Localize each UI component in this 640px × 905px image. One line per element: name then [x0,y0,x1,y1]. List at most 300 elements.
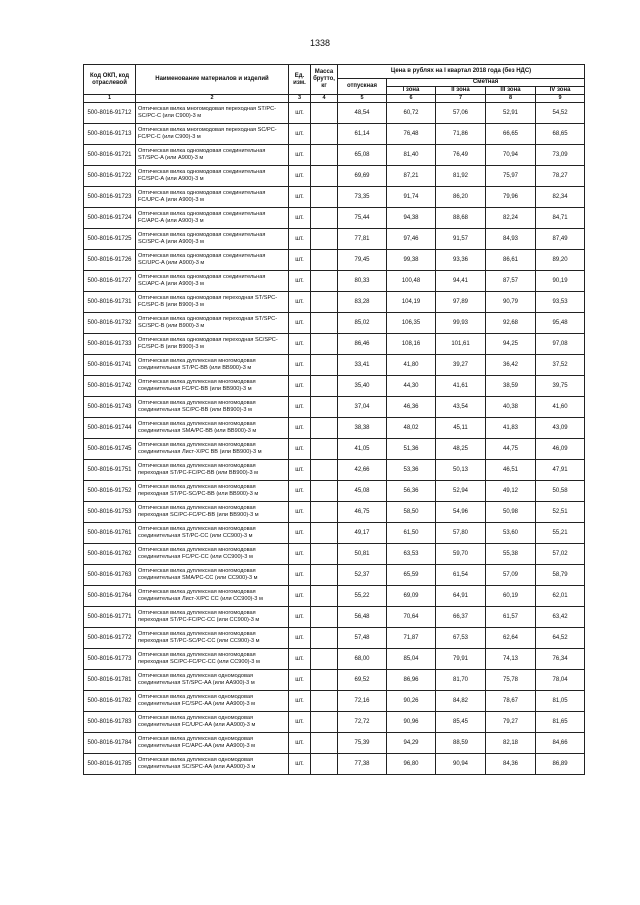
row-zone4-price: 95,48 [536,313,585,334]
row-release-price: 65,08 [338,145,387,166]
header-unit: Ед. изм. [289,65,311,95]
row-unit: шт. [289,250,311,271]
row-zone2-price: 50,13 [436,460,486,481]
table-row [84,397,585,418]
row-zone3-price: 84,93 [486,229,536,250]
row-code: 500-8016-91781 [84,670,136,691]
column-number: 8 [486,95,536,103]
row-zone4-price: 97,08 [536,334,585,355]
row-unit: шт. [289,313,311,334]
row-name: Оптическая вилка одномодовая соединительная ST/SPC-A (или A900)-3 м [136,145,289,166]
row-zone2-price: 84,82 [436,691,486,712]
row-zone2-price: 81,70 [436,670,486,691]
table-row [84,334,585,355]
row-name: Оптическая вилка дуплексная многомодовая переходная ST/PC-SC/PC-CC (или CC900)-3 м [136,628,289,649]
row-mass [311,649,338,670]
row-zone2-price: 85,45 [436,712,486,733]
row-zone2-price: 81,92 [436,166,486,187]
row-zone1-price: 46,36 [387,397,436,418]
table-row [84,670,585,691]
row-zone4-price: 93,53 [536,292,585,313]
row-name: Оптическая вилка дуплексная многомодовая соединительная SMA/PC-CC (или CC900)-3 м [136,565,289,586]
row-code: 500-8016-91712 [84,103,136,124]
row-mass [311,733,338,754]
row-zone3-price: 82,18 [486,733,536,754]
row-unit: шт. [289,187,311,208]
row-name: Оптическая вилка одномодовая соединительная FC/SPC-A (или A900)-3 м [136,166,289,187]
row-zone1-price: 65,59 [387,565,436,586]
row-name: Оптическая вилка дуплексная многомодовая соединительная Лист-X/PC BB (или BB900)-3 м [136,439,289,460]
row-mass [311,712,338,733]
row-name: Оптическая вилка дуплексная многомодовая соединительная Лист-X/PC CC (или CC900)-3 м [136,586,289,607]
row-code: 500-8016-91722 [84,166,136,187]
row-zone2-price: 45,11 [436,418,486,439]
row-zone3-price: 79,96 [486,187,536,208]
row-zone1-price: 94,38 [387,208,436,229]
row-mass [311,271,338,292]
column-number-row [84,95,585,103]
row-zone4-price: 87,49 [536,229,585,250]
row-code: 500-8016-91731 [84,292,136,313]
row-zone3-price: 74,13 [486,649,536,670]
row-zone1-price: 104,19 [387,292,436,313]
row-zone2-price: 59,70 [436,544,486,565]
row-zone1-price: 100,48 [387,271,436,292]
row-name: Оптическая вилка одномодовая соединительная SC/UPC-A (или A900)-3 м [136,250,289,271]
row-name: Оптическая вилка дуплексная многомодовая переходная ST/PC-SC/PC-BB (или BB900)-3 м [136,481,289,502]
row-unit: шт. [289,460,311,481]
table-row [84,544,585,565]
header-zone4: IV зона [536,87,585,95]
row-zone1-price: 97,46 [387,229,436,250]
row-mass [311,439,338,460]
header-name: Наименование материалов и изделий [136,65,289,95]
row-zone1-price: 61,50 [387,523,436,544]
row-zone4-price: 84,71 [536,208,585,229]
row-name: Оптическая вилка дуплексная многомодовая соединительная FC/PC-BB (или BB900)-3 м [136,376,289,397]
row-name: Оптическая вилка одномодовая переходная ST/SPC-FC/SPC-B (или B900)-3 м [136,292,289,313]
table-row [84,607,585,628]
row-zone4-price: 37,52 [536,355,585,376]
row-release-price: 46,75 [338,502,387,523]
header-mass: Масса брутто, кг [311,65,338,95]
table-row [84,481,585,502]
row-unit: шт. [289,649,311,670]
row-zone3-price: 87,57 [486,271,536,292]
row-unit: шт. [289,754,311,775]
row-zone3-price: 52,91 [486,103,536,124]
table-row [84,145,585,166]
table-row [84,124,585,145]
row-release-price: 80,33 [338,271,387,292]
row-code: 500-8016-91752 [84,481,136,502]
row-code: 500-8016-91772 [84,628,136,649]
row-zone3-price: 60,19 [486,586,536,607]
row-unit: шт. [289,166,311,187]
row-name: Оптическая вилка одномодовая соединительная FC/UPC-A (или A900)-3 м [136,187,289,208]
row-code: 500-8016-91725 [84,229,136,250]
row-name: Оптическая вилка дуплексная многомодовая соединительная SC/PC-BB (или BB900)-3 м [136,397,289,418]
table-row [84,313,585,334]
row-mass [311,166,338,187]
row-zone2-price: 41,61 [436,376,486,397]
row-name: Оптическая вилка дуплексная одномодовая соединительная FC/UPC-AA (или AA900)-3 м [136,712,289,733]
column-number: 6 [387,95,436,103]
row-zone1-price: 81,40 [387,145,436,166]
row-zone4-price: 57,02 [536,544,585,565]
row-zone2-price: 90,94 [436,754,486,775]
row-zone1-price: 85,04 [387,649,436,670]
row-zone3-price: 62,64 [486,628,536,649]
row-zone2-price: 64,91 [436,586,486,607]
column-number: 5 [338,95,387,103]
row-zone2-price: 94,41 [436,271,486,292]
row-code: 500-8016-91733 [84,334,136,355]
row-zone4-price: 52,51 [536,502,585,523]
row-name: Оптическая вилка многомодовая переходная SC/PC-FC/PC-C (или C900)-3 м [136,124,289,145]
row-zone3-price: 44,75 [486,439,536,460]
row-code: 500-8016-91771 [84,607,136,628]
row-mass [311,124,338,145]
row-zone1-price: 106,35 [387,313,436,334]
row-name: Оптическая вилка одномодовая соединительная SC/APC-A (или A900)-3 м [136,271,289,292]
row-zone3-price: 78,67 [486,691,536,712]
table-row [84,754,585,775]
row-code: 500-8016-91724 [84,208,136,229]
row-mass [311,754,338,775]
row-unit: шт. [289,607,311,628]
table-row [84,292,585,313]
row-zone3-price: 36,42 [486,355,536,376]
row-unit: шт. [289,481,311,502]
row-zone1-price: 99,38 [387,250,436,271]
row-zone2-price: 99,93 [436,313,486,334]
row-zone2-price: 79,91 [436,649,486,670]
row-zone3-price: 38,59 [486,376,536,397]
row-release-price: 49,17 [338,523,387,544]
row-release-price: 79,45 [338,250,387,271]
row-release-price: 73,35 [338,187,387,208]
row-code: 500-8016-91761 [84,523,136,544]
row-zone2-price: 88,59 [436,733,486,754]
table-row [84,460,585,481]
row-zone3-price: 86,61 [486,250,536,271]
row-zone4-price: 76,34 [536,649,585,670]
row-unit: шт. [289,208,311,229]
row-zone4-price: 73,09 [536,145,585,166]
row-unit: шт. [289,628,311,649]
row-unit: шт. [289,418,311,439]
row-zone3-price: 40,38 [486,397,536,418]
table-row [84,166,585,187]
row-zone1-price: 56,36 [387,481,436,502]
row-zone2-price: 97,89 [436,292,486,313]
row-code: 500-8016-91753 [84,502,136,523]
row-release-price: 69,69 [338,166,387,187]
header-zone2: II зона [436,87,486,95]
row-release-price: 45,08 [338,481,387,502]
row-zone3-price: 61,57 [486,607,536,628]
table-row [84,712,585,733]
row-zone1-price: 91,74 [387,187,436,208]
row-code: 500-8016-91784 [84,733,136,754]
row-zone1-price: 71,87 [387,628,436,649]
row-zone4-price: 50,58 [536,481,585,502]
row-zone3-price: 79,27 [486,712,536,733]
row-zone4-price: 78,04 [536,670,585,691]
row-release-price: 52,37 [338,565,387,586]
row-zone3-price: 49,12 [486,481,536,502]
row-release-price: 41,05 [338,439,387,460]
row-release-price: 55,22 [338,586,387,607]
table-row [84,691,585,712]
row-mass [311,544,338,565]
row-zone2-price: 66,37 [436,607,486,628]
row-unit: шт. [289,334,311,355]
row-zone4-price: 55,21 [536,523,585,544]
row-name: Оптическая вилка дуплексная многомодовая переходная SC/PC-FC/PC-BB (или BB900)-3 м [136,502,289,523]
row-unit: шт. [289,523,311,544]
row-release-price: 48,54 [338,103,387,124]
row-zone1-price: 87,21 [387,166,436,187]
row-code: 500-8016-91713 [84,124,136,145]
row-zone3-price: 46,51 [486,460,536,481]
row-mass [311,208,338,229]
row-code: 500-8016-91726 [84,250,136,271]
row-mass [311,376,338,397]
row-zone1-price: 76,48 [387,124,436,145]
row-zone4-price: 84,66 [536,733,585,754]
header-estimate: Сметная [387,79,585,87]
row-unit: шт. [289,670,311,691]
row-zone4-price: 58,79 [536,565,585,586]
row-code: 500-8016-91732 [84,313,136,334]
row-code: 500-8016-91773 [84,649,136,670]
row-mass [311,313,338,334]
row-mass [311,355,338,376]
row-zone1-price: 53,36 [387,460,436,481]
row-unit: шт. [289,502,311,523]
column-number: 9 [536,95,585,103]
row-code: 500-8016-91721 [84,145,136,166]
row-zone1-price: 41,80 [387,355,436,376]
row-zone3-price: 82,24 [486,208,536,229]
column-number: 1 [84,95,136,103]
row-zone1-price: 51,36 [387,439,436,460]
row-mass [311,502,338,523]
row-release-price: 85,02 [338,313,387,334]
table-row [84,523,585,544]
row-zone1-price: 90,26 [387,691,436,712]
row-unit: шт. [289,565,311,586]
table-row [84,187,585,208]
row-zone2-price: 57,06 [436,103,486,124]
row-zone2-price: 76,49 [436,145,486,166]
table-row [84,103,585,124]
row-mass [311,334,338,355]
row-unit: шт. [289,544,311,565]
row-code: 500-8016-91764 [84,586,136,607]
column-number: 3 [289,95,311,103]
table-row [84,502,585,523]
row-zone1-price: 108,16 [387,334,436,355]
row-zone4-price: 63,42 [536,607,585,628]
row-zone2-price: 101,61 [436,334,486,355]
table-row [84,208,585,229]
row-zone2-price: 67,53 [436,628,486,649]
row-release-price: 83,28 [338,292,387,313]
row-zone3-price: 75,78 [486,670,536,691]
table-row [84,586,585,607]
row-zone4-price: 62,01 [536,586,585,607]
table-row [84,355,585,376]
row-zone3-price: 92,68 [486,313,536,334]
table-row [84,250,585,271]
row-zone3-price: 41,83 [486,418,536,439]
row-name: Оптическая вилка одномодовая переходная ST/SPC-SC/SPC-B (или B900)-3 м [136,313,289,334]
table-row [84,439,585,460]
row-release-price: 37,04 [338,397,387,418]
row-mass [311,250,338,271]
row-zone1-price: 69,09 [387,586,436,607]
table-row [84,565,585,586]
row-unit: шт. [289,439,311,460]
table-row [84,229,585,250]
row-zone4-price: 82,34 [536,187,585,208]
row-name: Оптическая вилка дуплексная многомодовая переходная SC/PC-FC/PC-CC (или CC900)-3 м [136,649,289,670]
column-number: 7 [436,95,486,103]
header-release: отпускная [338,79,387,95]
row-name: Оптическая вилка одномодовая соединительная SC/SPC-A (или A900)-3 м [136,229,289,250]
row-unit: шт. [289,397,311,418]
row-code: 500-8016-91745 [84,439,136,460]
row-name: Оптическая вилка дуплексная многомодовая соединительная ST/PC-BB (или BB900)-3 м [136,355,289,376]
row-zone4-price: 90,19 [536,271,585,292]
row-code: 500-8016-91744 [84,418,136,439]
row-zone2-price: 57,80 [436,523,486,544]
row-mass [311,565,338,586]
row-zone4-price: 81,65 [536,712,585,733]
row-zone1-price: 58,50 [387,502,436,523]
row-unit: шт. [289,229,311,250]
row-code: 500-8016-91751 [84,460,136,481]
row-release-price: 33,41 [338,355,387,376]
row-name: Оптическая вилка дуплексная многомодовая соединительная ST/PC-CC (или CC900)-3 м [136,523,289,544]
price-table [83,64,585,775]
header-zone3: III зона [486,87,536,95]
row-zone1-price: 70,64 [387,607,436,628]
row-release-price: 50,81 [338,544,387,565]
table-row [84,376,585,397]
row-mass [311,229,338,250]
page-number: 1338 [309,38,331,48]
row-mass [311,628,338,649]
row-zone3-price: 50,98 [486,502,536,523]
row-zone3-price: 84,36 [486,754,536,775]
row-zone1-price: 90,96 [387,712,436,733]
row-release-price: 56,48 [338,607,387,628]
row-zone3-price: 53,60 [486,523,536,544]
row-unit: шт. [289,712,311,733]
table-row [84,418,585,439]
row-mass [311,145,338,166]
row-zone2-price: 88,68 [436,208,486,229]
table-row [84,733,585,754]
row-unit: шт. [289,691,311,712]
row-mass [311,460,338,481]
row-zone4-price: 46,09 [536,439,585,460]
row-unit: шт. [289,292,311,313]
table-row [84,628,585,649]
row-zone1-price: 60,72 [387,103,436,124]
header-zone1: I зона [387,87,436,95]
row-release-price: 86,46 [338,334,387,355]
row-mass [311,607,338,628]
row-zone2-price: 43,54 [436,397,486,418]
row-unit: шт. [289,733,311,754]
row-zone4-price: 41,60 [536,397,585,418]
row-release-price: 75,39 [338,733,387,754]
row-zone1-price: 96,80 [387,754,436,775]
row-zone2-price: 86,20 [436,187,486,208]
header-price-group: Цена в рублях на I квартал 2018 года (без НДС) [338,65,585,79]
row-name: Оптическая вилка дуплексная многомодовая соединительная FC/PC-CC (или CC900)-3 м [136,544,289,565]
row-release-price: 38,38 [338,418,387,439]
row-zone3-price: 94,25 [486,334,536,355]
row-unit: шт. [289,145,311,166]
row-code: 500-8016-91741 [84,355,136,376]
table-body [84,103,585,775]
row-unit: шт. [289,586,311,607]
row-code: 500-8016-91782 [84,691,136,712]
row-zone2-price: 61,54 [436,565,486,586]
row-code: 500-8016-91743 [84,397,136,418]
row-zone3-price: 55,38 [486,544,536,565]
row-release-price: 77,81 [338,229,387,250]
table-row [84,649,585,670]
row-zone2-price: 71,86 [436,124,486,145]
row-zone2-price: 93,36 [436,250,486,271]
row-unit: шт. [289,271,311,292]
row-mass [311,586,338,607]
row-zone4-price: 39,75 [536,376,585,397]
row-release-price: 75,44 [338,208,387,229]
row-unit: шт. [289,355,311,376]
row-unit: шт. [289,124,311,145]
row-release-price: 42,66 [338,460,387,481]
row-zone3-price: 75,97 [486,166,536,187]
row-zone1-price: 44,30 [387,376,436,397]
row-name: Оптическая вилка одномодовая переходная SC/SPC-FC/SPC-B (или B900)-3 м [136,334,289,355]
row-zone4-price: 68,65 [536,124,585,145]
row-mass [311,418,338,439]
row-code: 500-8016-91727 [84,271,136,292]
row-zone3-price: 90,79 [486,292,536,313]
row-zone2-price: 39,27 [436,355,486,376]
row-zone1-price: 94,29 [387,733,436,754]
row-name: Оптическая вилка дуплексная многомодовая соединительная SMA/PC-BB (или BB900)-3 м [136,418,289,439]
row-name: Оптическая вилка дуплексная одномодовая соединительная FC/SPC-AA (или AA900)-3 м [136,691,289,712]
row-name: Оптическая вилка многомодовая переходная ST/PC-SC/PC-C (или C900)-3 м [136,103,289,124]
row-release-price: 72,16 [338,691,387,712]
row-code: 500-8016-91783 [84,712,136,733]
row-unit: шт. [289,103,311,124]
row-zone2-price: 54,96 [436,502,486,523]
row-zone4-price: 81,05 [536,691,585,712]
row-zone3-price: 66,65 [486,124,536,145]
row-mass [311,292,338,313]
row-mass [311,481,338,502]
